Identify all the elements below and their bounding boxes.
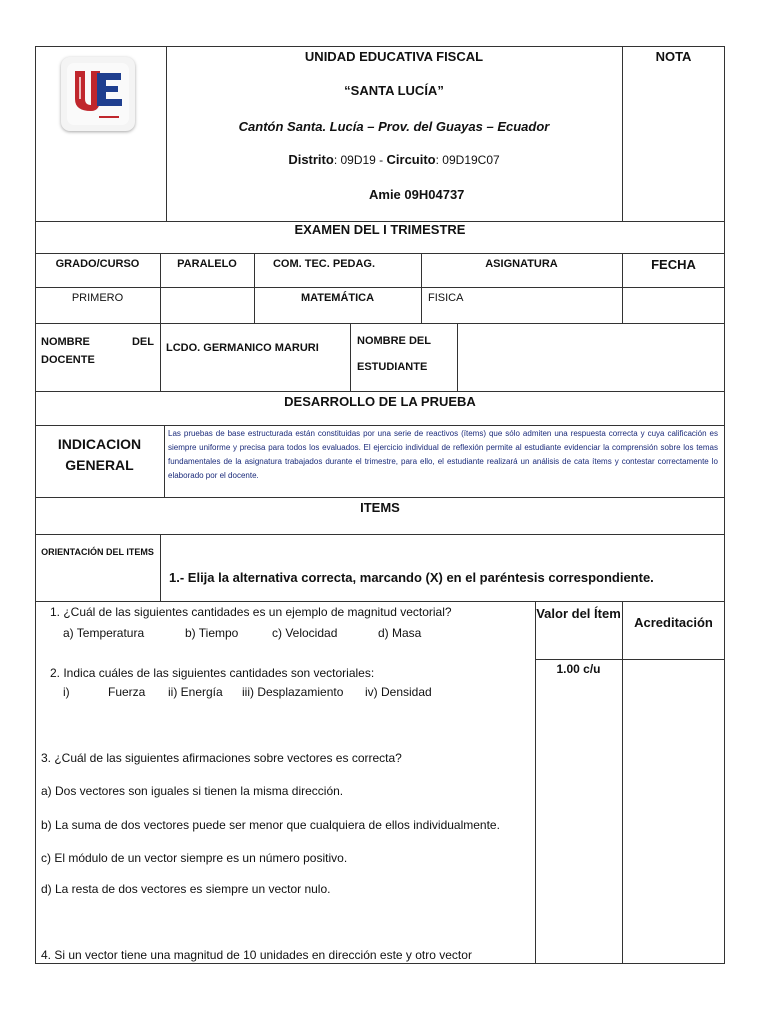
indicacion-text: Las pruebas de base estructurada están constituidas por una serie de reactivos (ítems) que sólo admiten una respuesta correcta y cuya calificación es siempre uniforme y precisa para todos los evaluados. El ejercicio individual de reflexión permite al estudiante evidenciar la comprensión sobre los temas fundamentales de la asignatura trabajados durante el trimestre, para ello, el estudiante realizará un análisis de cata ítems y contestar correctamente lo elaborado por el docente. xyxy=(168,429,718,480)
header-paralelo: PARALELO xyxy=(177,258,237,270)
question-1: 1. ¿Cuál de las siguientes cantidades es un ejemplo de magnitud vectorial? xyxy=(50,605,452,619)
header-com-tec: COM. TEC. PEDAG. xyxy=(272,258,376,270)
grado-value: PRIMERO xyxy=(71,292,124,304)
orientacion-instruction: 1.- Elija la alternativa correcta, marcando (X) en el paréntesis correspondiente. xyxy=(169,570,654,585)
valor-value: 1.00 c/u xyxy=(556,662,601,676)
q2-option-iii[interactable]: iii) Desplazamiento xyxy=(242,685,344,699)
q1-option-c[interactable]: c) Velocidad xyxy=(272,626,338,640)
acreditacion-header: Acreditación xyxy=(634,615,713,630)
docente-label: NOMBRE DEL DOCENTE xyxy=(41,336,154,366)
items-title: ITEMS xyxy=(360,500,400,515)
q1-option-b[interactable]: b) Tiempo xyxy=(185,626,239,640)
q1-option-a[interactable]: a) Temperatura xyxy=(63,626,145,640)
q2-option-i[interactable]: Fuerza xyxy=(108,685,146,699)
amie-code: Amie 09H04737 xyxy=(369,187,465,202)
valor-header: Valor del Ítem xyxy=(536,606,621,621)
q3-option-c[interactable]: c) El módulo de un vector siempre es un número positivo. xyxy=(41,851,348,865)
asignatura-value: FISICA xyxy=(428,292,464,304)
q3-option-a[interactable]: a) Dos vectores son iguales si tienen la misma dirección. xyxy=(41,784,344,798)
school-name: “SANTA LUCÍA” xyxy=(344,83,444,98)
q2-option-iv[interactable]: iv) Densidad xyxy=(365,685,432,699)
docente-value: LCDO. GERMANICO MARURI xyxy=(166,342,319,354)
question-2: 2. Indica cuáles de las siguientes cantidades son vectoriales: xyxy=(50,666,375,680)
nota-label: NOTA xyxy=(655,49,692,64)
q3-option-b[interactable]: b) La suma de dos vectores puede ser menor que cualquiera de ellos individualmente. xyxy=(41,818,500,832)
distrito-line: Distrito: 09D19 - Circuito: 09D19C07 xyxy=(288,152,500,167)
student-label: NOMBRE DEL ESTUDIANTE xyxy=(357,335,431,373)
header-asignatura: ASIGNATURA xyxy=(485,258,558,270)
indicacion-label: INDICACION GENERAL xyxy=(57,436,142,473)
q3-option-d[interactable]: d) La resta de dos vectores es siempre un vector nulo. xyxy=(41,882,331,896)
school-type: UNIDAD EDUCATIVA FISCAL xyxy=(304,49,484,64)
q2-option-i-marker: i) xyxy=(63,685,70,699)
question-3: 3. ¿Cuál de las siguientes afirmaciones sobre vectores es correcta? xyxy=(41,751,402,765)
school-logo xyxy=(61,57,135,131)
q2-option-ii[interactable]: ii) Energía xyxy=(168,685,223,699)
exam-title: EXAMEN DEL I TRIMESTRE xyxy=(294,222,466,237)
header-grado: GRADO/CURSO xyxy=(55,258,140,270)
question-4: 4. Si un vector tiene una magnitud de 10 unidades en dirección este y otro vector xyxy=(41,948,472,962)
q1-option-d[interactable]: d) Masa xyxy=(378,626,422,640)
header-fecha: FECHA xyxy=(651,257,696,272)
school-location: Cantón Santa. Lucía – Prov. del Guayas – Ecuador xyxy=(238,119,550,134)
orientacion-label: ORIENTACIÓN DEL ITEMS xyxy=(41,547,154,557)
desarrollo-title: DESARROLLO DE LA PRUEBA xyxy=(284,394,476,409)
com-tec-value: MATEMÁTICA xyxy=(300,292,375,304)
